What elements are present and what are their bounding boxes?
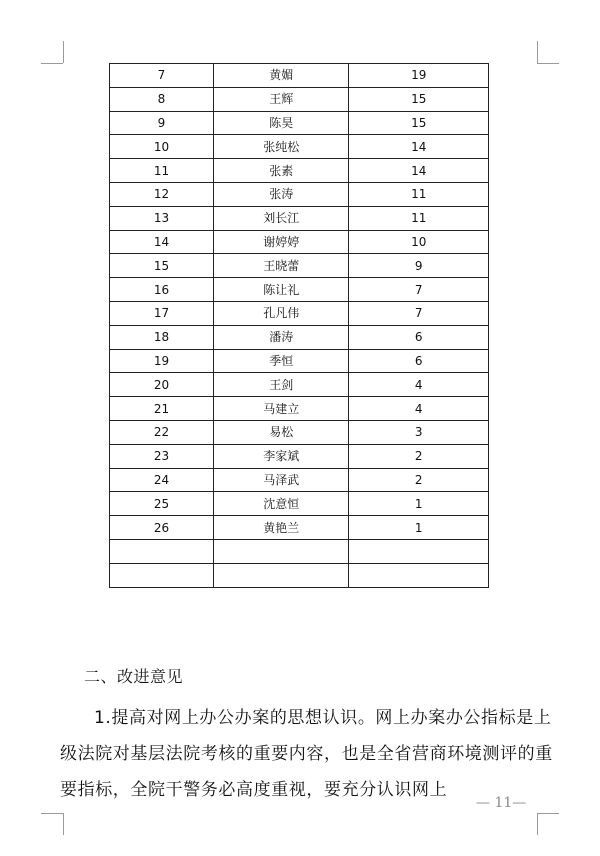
name-cell: 沈意恒 <box>213 492 349 516</box>
count-cell: 2 <box>349 468 489 492</box>
crop-mark-bottom-right-v <box>537 813 538 835</box>
count-cell: 4 <box>349 397 489 421</box>
table-row <box>110 111 489 135</box>
crop-mark-top-left-h <box>41 63 63 64</box>
table-row <box>110 516 489 540</box>
rank-cell: 7 <box>110 64 214 88</box>
table-row <box>110 182 489 206</box>
count-cell: 11 <box>349 182 489 206</box>
count-cell: 6 <box>349 325 489 349</box>
count-cell: 15 <box>349 111 489 135</box>
count-cell: 19 <box>349 64 489 88</box>
table-row <box>110 563 489 587</box>
table-row <box>110 325 489 349</box>
table-row <box>110 87 489 111</box>
count-cell <box>349 539 489 563</box>
rank-cell: 26 <box>110 516 214 540</box>
table-row <box>110 397 489 421</box>
name-cell: 刘长江 <box>213 206 349 230</box>
rank-cell: 22 <box>110 420 214 444</box>
count-cell: 9 <box>349 254 489 278</box>
table-row <box>110 206 489 230</box>
name-cell: 马泽武 <box>213 468 349 492</box>
rank-cell: 13 <box>110 206 214 230</box>
rank-cell: 12 <box>110 182 214 206</box>
table-row <box>110 230 489 254</box>
table-row <box>110 492 489 516</box>
section-heading: 二、改进意见 <box>84 667 184 686</box>
table-row <box>110 278 489 302</box>
table-row <box>110 444 489 468</box>
name-cell: 王辉 <box>213 87 349 111</box>
rank-cell <box>110 539 214 563</box>
count-cell <box>349 563 489 587</box>
crop-mark-top-left-v <box>63 41 64 63</box>
crop-mark-top-right-h <box>537 63 559 64</box>
count-cell: 7 <box>349 301 489 325</box>
crop-mark-bottom-left-h <box>41 813 63 814</box>
rank-cell: 21 <box>110 397 214 421</box>
count-cell: 6 <box>349 349 489 373</box>
name-cell: 黄媚 <box>213 64 349 88</box>
count-cell: 2 <box>349 444 489 468</box>
table-row <box>110 349 489 373</box>
score-table-body <box>110 64 489 588</box>
table-row <box>110 64 489 88</box>
name-cell: 潘涛 <box>213 325 349 349</box>
rank-cell: 8 <box>110 87 214 111</box>
count-cell: 3 <box>349 420 489 444</box>
table-row <box>110 254 489 278</box>
page-number: — 11— <box>476 795 527 811</box>
count-cell: 1 <box>349 516 489 540</box>
crop-mark-top-right-v <box>537 41 538 63</box>
rank-cell: 16 <box>110 278 214 302</box>
rank-cell: 24 <box>110 468 214 492</box>
count-cell: 15 <box>349 87 489 111</box>
rank-cell: 10 <box>110 135 214 159</box>
rank-cell: 14 <box>110 230 214 254</box>
rank-cell: 9 <box>110 111 214 135</box>
rank-cell: 15 <box>110 254 214 278</box>
name-cell: 王晓蕾 <box>213 254 349 278</box>
rank-cell <box>110 563 214 587</box>
count-cell: 11 <box>349 206 489 230</box>
name-cell: 易松 <box>213 420 349 444</box>
name-cell <box>213 563 349 587</box>
count-cell: 14 <box>349 135 489 159</box>
table-row <box>110 539 489 563</box>
count-cell: 1 <box>349 492 489 516</box>
table-row <box>110 468 489 492</box>
name-cell: 张纯松 <box>213 135 349 159</box>
crop-mark-bottom-left-v <box>63 813 64 835</box>
name-cell <box>213 539 349 563</box>
name-cell: 马建立 <box>213 397 349 421</box>
name-cell: 张涛 <box>213 182 349 206</box>
body-paragraph: 1.提高对网上办公办案的思想认识。网上办案办公指标是上级法院对基层法院考核的重要内容，也是全省营商环境测评的重要指标，全院干警务必高度重视，要充分认识网上 <box>60 708 553 800</box>
table-row <box>110 420 489 444</box>
crop-mark-bottom-right-h <box>537 813 559 814</box>
rank-cell: 11 <box>110 159 214 183</box>
name-cell: 季恒 <box>213 349 349 373</box>
count-cell: 10 <box>349 230 489 254</box>
table-row <box>110 159 489 183</box>
name-cell: 黄艳兰 <box>213 516 349 540</box>
count-cell: 14 <box>349 159 489 183</box>
name-cell: 张素 <box>213 159 349 183</box>
rank-cell: 20 <box>110 373 214 397</box>
rank-cell: 18 <box>110 325 214 349</box>
score-table <box>109 63 489 588</box>
rank-cell: 19 <box>110 349 214 373</box>
table-row <box>110 135 489 159</box>
name-cell: 李家斌 <box>213 444 349 468</box>
rank-cell: 25 <box>110 492 214 516</box>
name-cell: 陈让礼 <box>213 278 349 302</box>
table-row <box>110 373 489 397</box>
name-cell: 孔凡伟 <box>213 301 349 325</box>
table-row <box>110 301 489 325</box>
name-cell: 王剑 <box>213 373 349 397</box>
count-cell: 4 <box>349 373 489 397</box>
rank-cell: 17 <box>110 301 214 325</box>
name-cell: 陈昊 <box>213 111 349 135</box>
name-cell: 谢婷婷 <box>213 230 349 254</box>
rank-cell: 23 <box>110 444 214 468</box>
count-cell: 7 <box>349 278 489 302</box>
